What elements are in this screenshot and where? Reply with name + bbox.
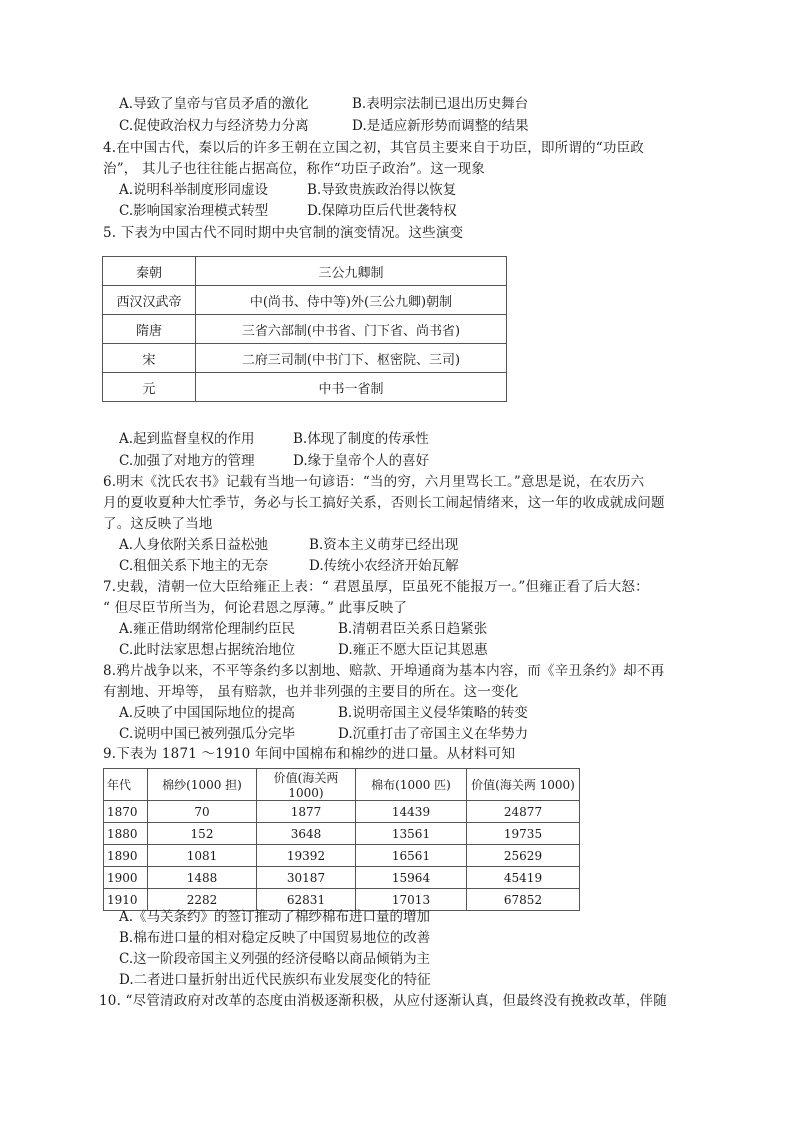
q6-option-d: D.传统小农经济开始瓦解: [309, 558, 459, 574]
table-cell: 30187: [257, 867, 356, 889]
table-cell: 三省六部制(中书省、门下省、尚书省): [196, 315, 507, 344]
q4-option-c: C.影响国家治理模式转型: [119, 203, 269, 219]
table-cell: 16561: [356, 845, 467, 867]
table-cell: 15964: [356, 867, 467, 889]
table-cell: 中书一省制: [196, 373, 507, 402]
q4-option-b: B.导致贵族政治得以恢复: [307, 182, 457, 198]
table-cell: 2282: [148, 889, 257, 911]
table-header: 棉纱(1000 担): [148, 769, 257, 801]
table-cell: 二府三司制(中书门下、枢密院、三司): [196, 344, 507, 373]
q7-option-a: A.雍正借助纲常伦理制约臣民: [119, 621, 296, 637]
table-cell: 19392: [257, 845, 356, 867]
table-row: [104, 867, 580, 889]
table-header: 年代: [104, 769, 148, 801]
q9-option-a: A.《马关条约》的签订推动了棉纱棉布进口量的增加: [119, 909, 431, 925]
table-cell: 宋: [103, 344, 196, 373]
table-cell: 13561: [356, 823, 467, 845]
table-cell: 隋唐: [103, 315, 196, 344]
q6-stem-line2: 月的夏收夏种大忙季节，务必与长工搞好关系，否则长工闹起情绪来，这一年的收成就成问题: [103, 495, 665, 511]
q5-table: [102, 256, 507, 402]
table-cell: 1877: [257, 801, 356, 823]
table-cell: 秦朝: [103, 257, 196, 286]
q8-option-b: B.说明帝国主义侵华策略的转变: [338, 705, 528, 721]
table-cell: 中(尚书、侍中等)外(三公九卿)朝制: [196, 286, 507, 315]
q5-option-a: A.起到监督皇权的作用: [119, 431, 255, 447]
table-cell: 45419: [467, 867, 580, 889]
table-row: [103, 286, 507, 315]
table-header: 棉布(1000 匹): [356, 769, 467, 801]
q7-stem-line1: 7.史载，清朝一位大臣给雍正上表：“ 君恩虽厚，臣虽死不能报万一。”但雍正看了后大怒：: [103, 579, 649, 595]
table-row: [103, 257, 507, 286]
q5-option-c: C.加强了对地方的管理: [119, 453, 255, 469]
q9-option-d: D.二者进口量折射出近代民族织布业发展变化的特征: [119, 972, 431, 988]
q6-option-a: A.人身依附关系日益松弛: [119, 537, 269, 553]
table-cell: 1488: [148, 867, 257, 889]
table-cell: 152: [148, 823, 257, 845]
q10-stem-line1: 10. “尽管清政府对改革的态度由消极逐渐积极，从应付逐渐认真，但最终没有挽救改革，伴随: [99, 993, 667, 1009]
table-cell: 1900: [104, 867, 148, 889]
q7-option-d: D.雍正不愿大臣记其恩惠: [338, 642, 488, 658]
table-row: [103, 315, 507, 344]
q8-option-d: D.沉重打击了帝国主义在华势力: [338, 726, 529, 742]
q6-stem-line3: 了。这反映了当地: [103, 516, 213, 532]
table-cell: 67852: [467, 889, 580, 911]
q9-table: [103, 768, 580, 911]
q7-option-c: C.此时法家思想占据统治地位: [119, 642, 296, 658]
table-row: [104, 845, 580, 867]
q3-option-d: D.是适应新形势而调整的结果: [352, 118, 529, 134]
q4-option-d: D.保障功臣后代世袭特权: [307, 203, 457, 219]
table-cell: 1870: [104, 801, 148, 823]
table-header: 价值(海关两 1000): [257, 769, 356, 801]
table-header: 价值(海关两 1000): [467, 769, 580, 801]
q8-option-c: C.说明中国已被列强瓜分完毕: [119, 726, 296, 742]
table-cell: 70: [148, 801, 257, 823]
q9-option-c: C.这一阶段帝国主义列强的经济侵略以商品倾销为主: [119, 951, 431, 967]
q7-stem-line2: “ 但尽臣节所当为，何论君恩之厚薄。” 此事反映了: [103, 600, 408, 616]
table-header-row: [104, 769, 580, 801]
table-cell: 14439: [356, 801, 467, 823]
table-cell: 19735: [467, 823, 580, 845]
q4-stem-line1: 4.在中国古代，秦以后的许多王朝在立国之初，其官员主要来自于功臣，即所谓的“功臣政: [103, 140, 644, 156]
table-cell: 1910: [104, 889, 148, 911]
table-cell: 元: [103, 373, 196, 402]
q6-stem-line1: 6.明末《沈氏农书》记载有当地一句谚语：“当的穷，六月里骂长工。”意思是说，在农历六: [103, 474, 645, 490]
table-cell: 24877: [467, 801, 580, 823]
table-cell: 西汉汉武帝: [103, 286, 196, 315]
table-cell: 17013: [356, 889, 467, 911]
q6-option-b: B.资本主义萌芽已经出现: [309, 537, 459, 553]
table-cell: 1890: [104, 845, 148, 867]
q8-option-a: A.反映了中国国际地位的提高: [119, 705, 296, 721]
q8-stem-line1: 8.鸦片战争以来，不平等条约多以割地、赔款、开埠通商为基本内容，而《辛丑条约》却不再: [103, 663, 665, 679]
q3-option-a: A.导致了皇帝与官员矛盾的激化: [119, 96, 309, 112]
q8-stem-line2: 有割地、开埠等， 虽有赔款，也并非列强的主要目的所在。这一变化: [103, 684, 519, 700]
table-cell: 62831: [257, 889, 356, 911]
q9-stem: 9.下表为 1871 ～1910 年间中国棉布和棉纱的进口量。从材料可知: [103, 746, 516, 762]
q7-option-b: B.清朝君臣关系日趋紧张: [338, 621, 488, 637]
table-row: [103, 344, 507, 373]
table-row: [104, 823, 580, 845]
q3-option-b: B.表明宗法制已退出历史舞台: [352, 96, 529, 112]
table-cell: 25629: [467, 845, 580, 867]
table-cell: 1081: [148, 845, 257, 867]
q5-option-d: D.缘于皇帝个人的喜好: [293, 453, 430, 469]
table-cell: 3648: [257, 823, 356, 845]
table-cell: 三公九卿制: [196, 257, 507, 286]
q4-stem-line2: 治”， 其儿子也往往能占据高位，称作“功臣子政治”。这一现象: [103, 161, 485, 177]
q5-stem: 5. 下表为中国古代不同时期中央官制的演变情况。这些演变: [103, 225, 464, 241]
q4-option-a: A.说明科举制度形同虚设: [119, 182, 269, 198]
q9-option-b: B.棉布进口量的相对稳定反映了中国贸易地位的改善: [119, 930, 431, 946]
q6-option-c: C.租佃关系下地主的无奈: [119, 558, 269, 574]
q5-option-b: B.体现了制度的传承性: [293, 431, 429, 447]
table-row: [104, 801, 580, 823]
q3-option-c: C.促使政治权力与经济势力分离: [119, 118, 309, 134]
table-cell: 1880: [104, 823, 148, 845]
table-row: [103, 373, 507, 402]
